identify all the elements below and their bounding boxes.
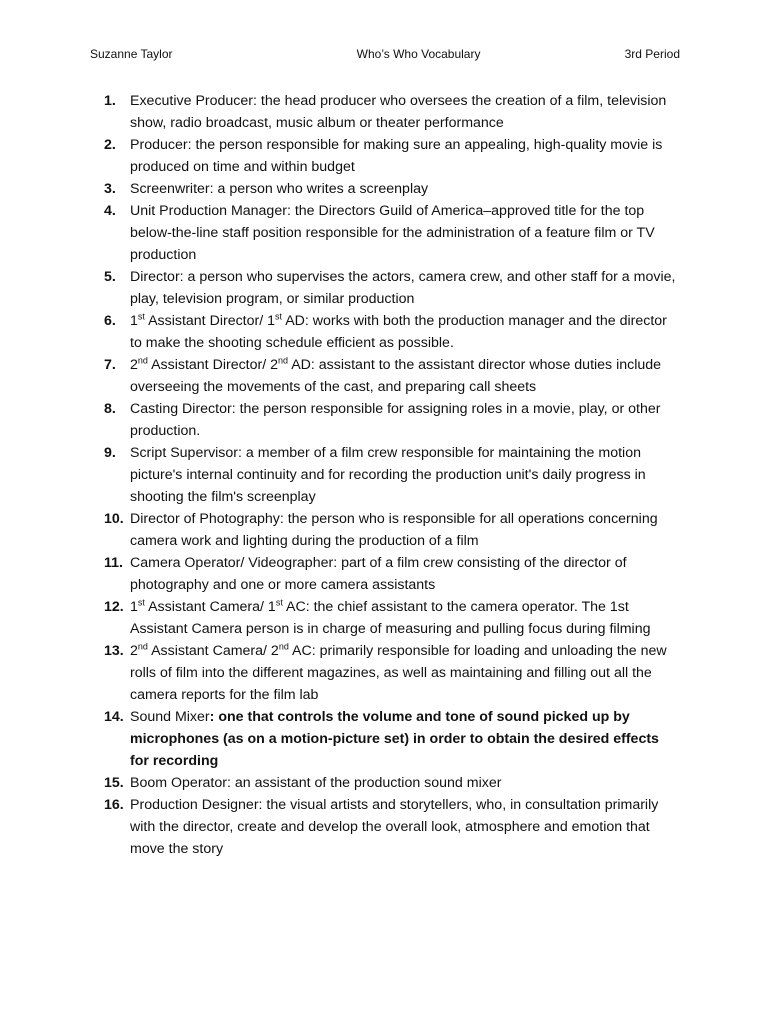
item-term-part: 2: [130, 357, 138, 373]
ordinal-suffix: st: [275, 311, 283, 322]
list-item: [90, 596, 680, 640]
item-definition: : assistant to the assistant director whose duties include overseeing the movements of the cast, and preparing call sheets: [130, 357, 662, 395]
item-number: 3.: [104, 181, 116, 197]
item-term: Screenwriter: [130, 181, 210, 197]
item-term-part: 1: [130, 599, 138, 615]
item-definition: : a person who supervises the actors, camera crew, and other staff for a movie, play, television program, or similar production: [130, 269, 676, 307]
item-number: 5.: [104, 269, 116, 285]
list-item: [90, 398, 680, 442]
item-number: 11.: [104, 555, 123, 571]
item-term: Director: [130, 269, 180, 285]
item-number: 8.: [104, 401, 116, 417]
item-term-part: AD: [288, 357, 311, 373]
item-definition: : primarily responsible for loading and unloading the new rolls of film into the different magazines, as well as maintaining and filling out all the camera reports for the film lab: [130, 643, 667, 703]
item-term-part: AC: [282, 599, 306, 615]
item-number: 7.: [104, 357, 116, 373]
item-term-part: AC: [288, 643, 312, 659]
class-period: 3rd Period: [624, 47, 680, 61]
item-number: 9.: [104, 445, 116, 461]
list-item: [90, 310, 680, 354]
ordinal-suffix: st: [275, 597, 283, 608]
item-definition: : a member of a film crew responsible for maintaining the motion picture's internal continuity and for recording the production unit's daily progress in shooting the film's screenplay: [130, 445, 646, 505]
item-number: 1.: [104, 93, 116, 109]
item-number: 12.: [104, 599, 124, 615]
item-term: Casting Director: [130, 401, 232, 417]
item-term: Production Designer: [130, 797, 259, 813]
item-definition: : the chief assistant to the camera operator. The 1st Assistant Camera person is in charge of measuring and pulling focus during filming: [130, 599, 651, 637]
item-number: 2.: [104, 137, 116, 153]
list-item: [90, 508, 680, 552]
item-definition: : the person responsible for making sure an appealing, high-quality movie is produced on time and within budget: [130, 137, 663, 175]
item-term-part: Assistant Camera/ 1: [144, 599, 276, 615]
list-item: [90, 90, 680, 134]
item-definition: the head producer who oversees the creation of a film, television show, radio broadcast, music album or theater performance: [130, 93, 667, 131]
item-term-part: 1: [130, 313, 138, 329]
item-term: Boom Operator: [130, 775, 227, 791]
item-definition: : one that controls the volume and tone of sound picked up by microphones (as on a motion-picture set) in order to obtain the desired effects for recording: [130, 709, 659, 769]
item-number: 4.: [104, 203, 116, 219]
item-number: 13.: [104, 643, 124, 659]
student-name: Suzanne Taylor: [90, 47, 173, 61]
item-term: Unit Production Manager: [130, 203, 287, 219]
ordinal-suffix: st: [137, 311, 145, 322]
item-definition: : the visual artists and storytellers, who, in consultation primarily with the director, create and develop the overall look, atmosphere and emotion that move the story: [130, 797, 659, 857]
item-definition: : the Directors Guild of America–approved title for the top below-the-line staff position responsible for the administration of a feature film or TV production: [130, 203, 655, 263]
ordinal-suffix: nd: [137, 355, 148, 366]
item-term: Director of Photography: [130, 511, 280, 527]
item-term-part: AD:: [282, 313, 309, 329]
item-term: Script Supervisor: [130, 445, 239, 461]
item-term-part: Assistant Director/ 1: [144, 313, 276, 329]
page-header: [90, 44, 680, 64]
item-term-part: 2: [130, 643, 138, 659]
item-number: 14.: [104, 709, 124, 725]
list-item: [90, 640, 680, 706]
item-number: 10.: [104, 511, 124, 527]
list-item: [90, 772, 680, 794]
vocabulary-list: [90, 90, 680, 860]
item-term: Sound Mixer: [130, 709, 210, 725]
item-definition: works with both the production manager and the director to make the shooting schedule efficient as possible.: [130, 313, 667, 351]
ordinal-suffix: nd: [278, 355, 289, 366]
list-item: [90, 266, 680, 310]
list-item: [90, 552, 680, 596]
item-definition: : an assistant of the production sound mixer: [227, 775, 502, 791]
item-definition: : the person who is responsible for all operations concerning camera work and lighting during the production of a film: [130, 511, 658, 549]
list-item: [90, 134, 680, 178]
item-term-part: Assistant Camera/ 2: [147, 643, 279, 659]
list-item: [90, 354, 680, 398]
ordinal-suffix: nd: [137, 641, 148, 652]
list-item: [90, 178, 680, 200]
item-term: Producer: [130, 137, 188, 153]
list-item: [90, 442, 680, 508]
item-number: 16.: [104, 797, 124, 813]
item-number: 6.: [104, 313, 116, 329]
list-item: [90, 200, 680, 266]
document-title: Who’s Who Vocabulary: [356, 47, 481, 61]
ordinal-suffix: nd: [278, 641, 289, 652]
list-item: [90, 794, 680, 860]
item-definition: : a person who writes a screenplay: [209, 181, 429, 197]
item-term-part: Assistant Director/ 2: [147, 357, 279, 373]
item-term: Executive Producer:: [130, 93, 257, 109]
item-term: Camera Operator/ Videographer: [130, 555, 334, 571]
item-definition: : the person responsible for assigning roles in a movie, play, or other production.: [130, 401, 661, 439]
item-number: 15.: [104, 775, 124, 791]
list-item: [90, 706, 680, 772]
item-definition: : part of a film crew consisting of the director of photography and one or more camera assistants: [130, 555, 627, 593]
ordinal-suffix: st: [137, 597, 145, 608]
